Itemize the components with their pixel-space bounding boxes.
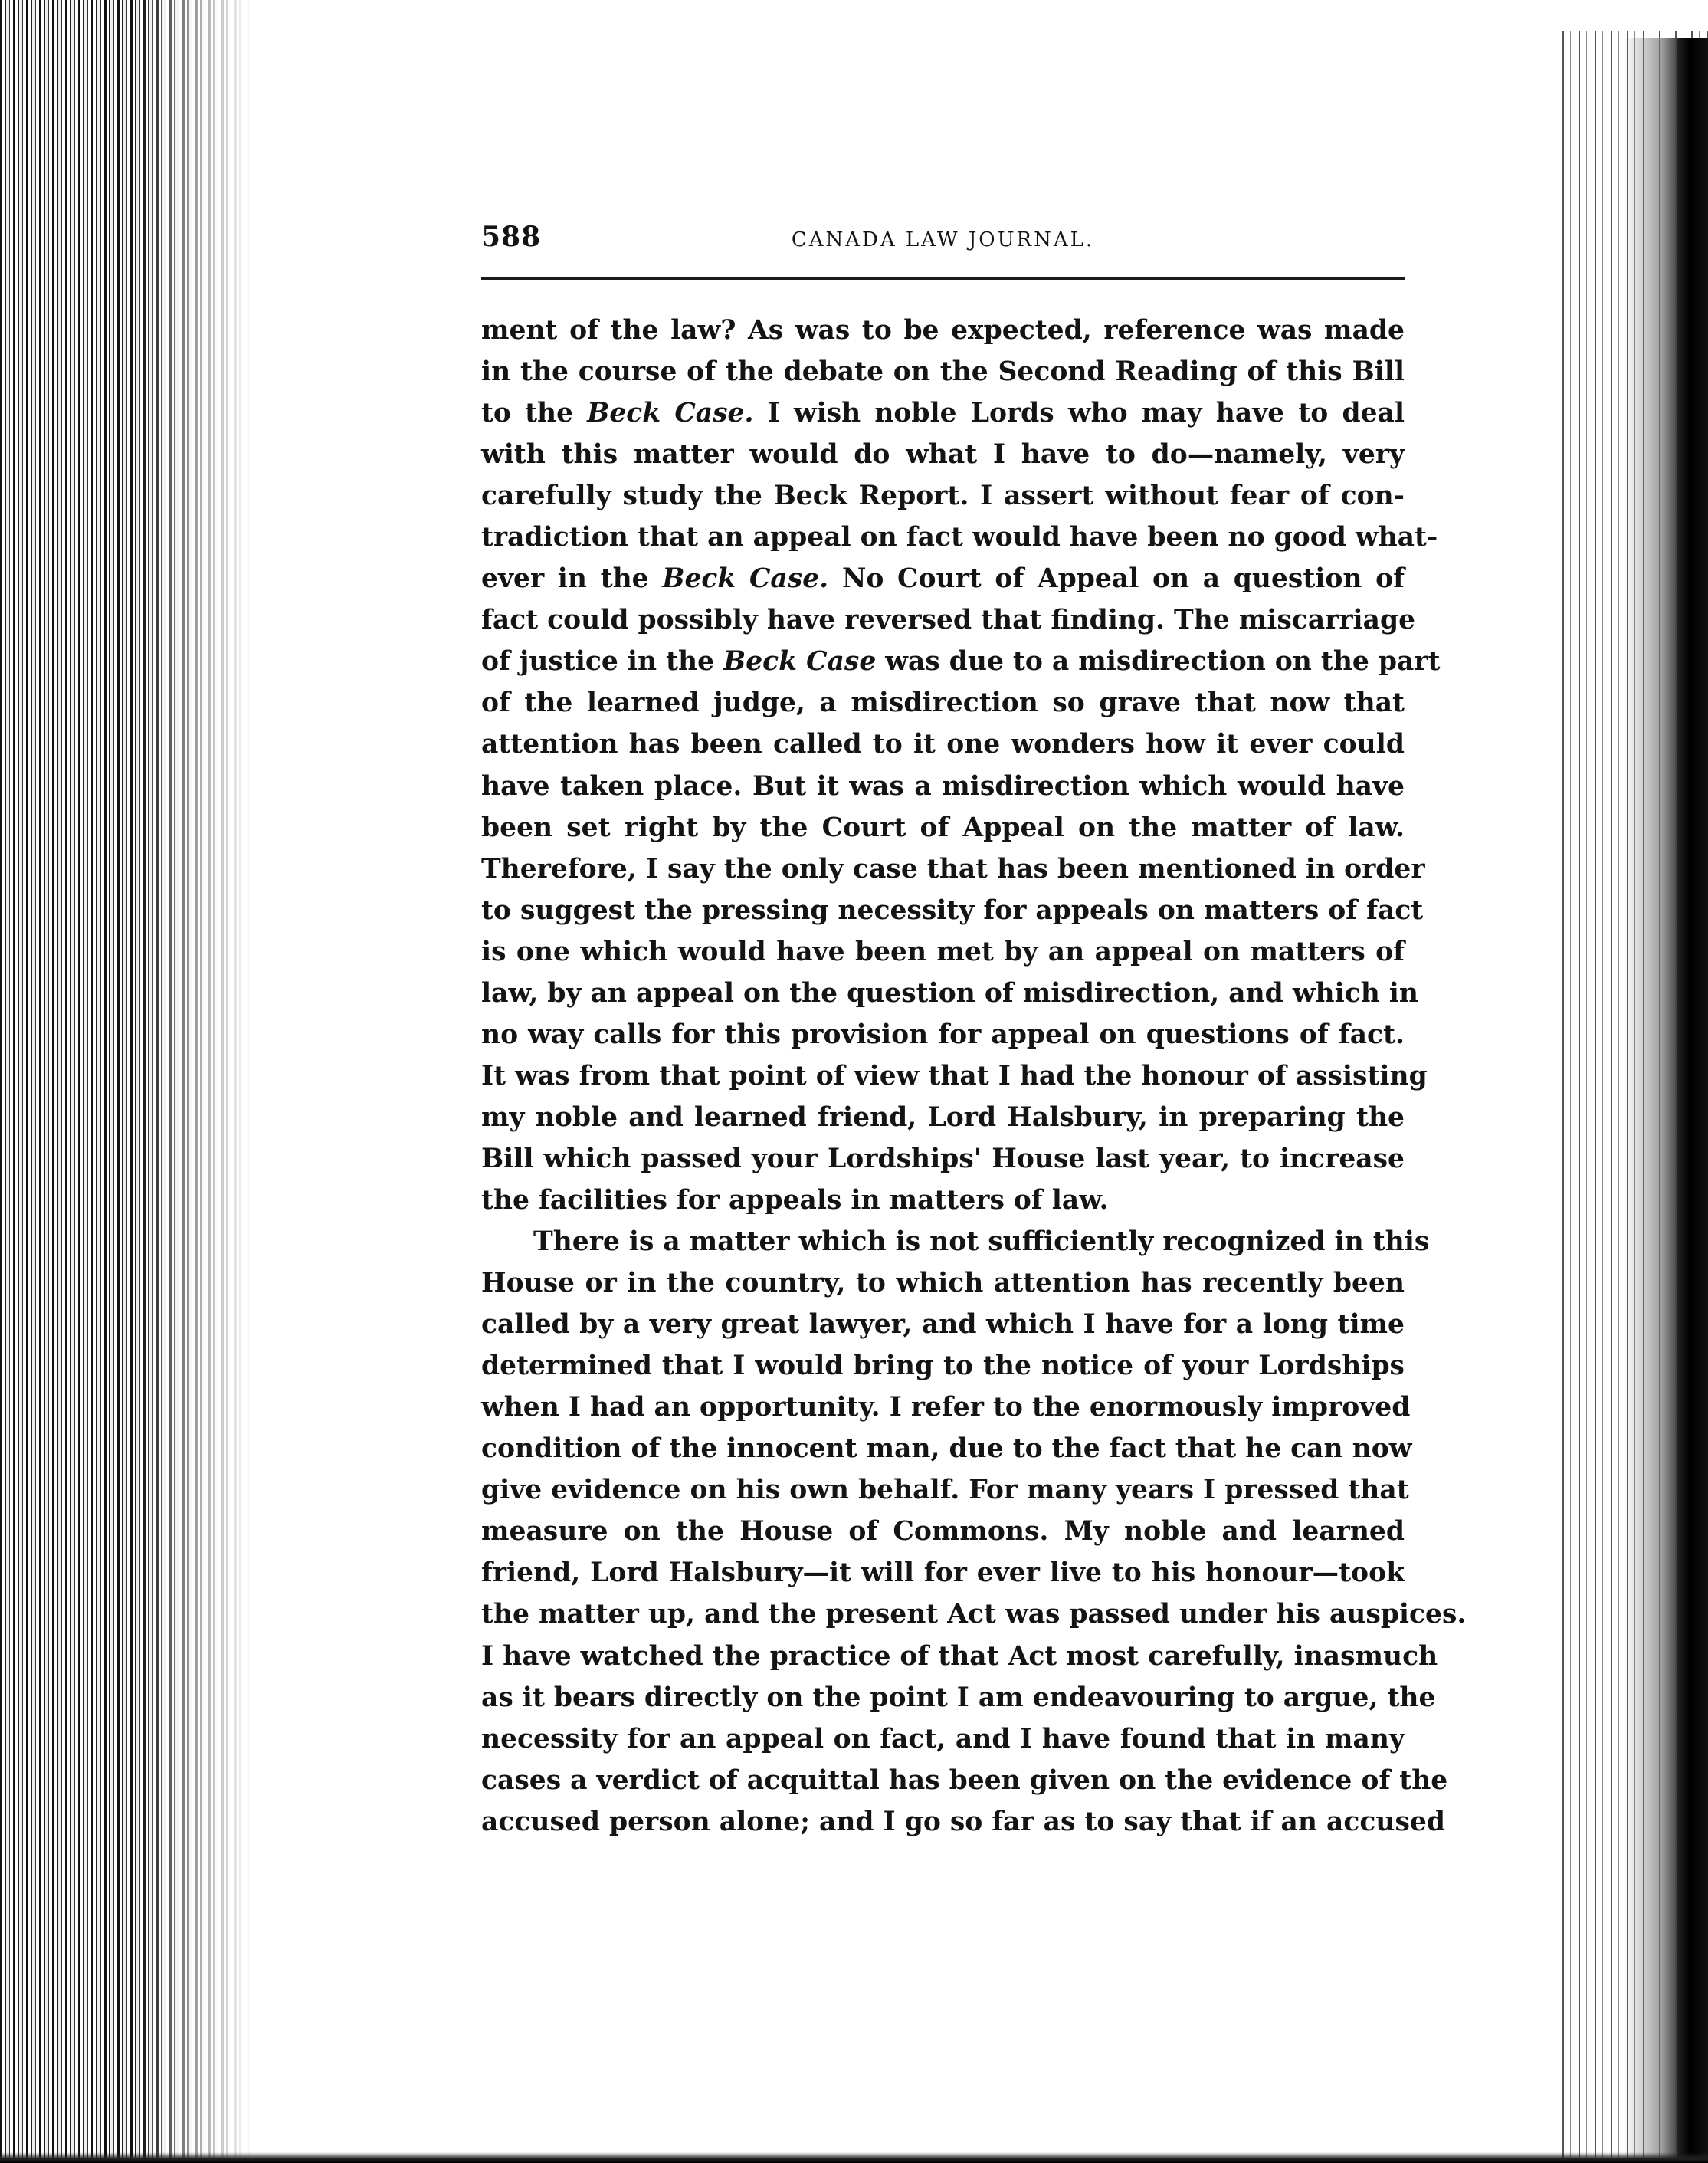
text-line <box>481 1594 1467 1635</box>
text-line <box>481 1138 1405 1180</box>
text-run: when I had an opportunity. I refer to the enormously improved <box>481 1392 1411 1423</box>
paragraph <box>481 1221 1467 1843</box>
text-line <box>481 1055 1428 1097</box>
text-line <box>481 1469 1409 1511</box>
text-run: the facilities for appeals in matters of law. <box>481 1184 1109 1216</box>
italic-case-name: Beck Case. <box>587 398 754 429</box>
text-line <box>481 558 1405 599</box>
text-line <box>481 724 1405 765</box>
text-run: tradiction that an appeal on fact would have been no good what- <box>481 522 1438 553</box>
text-line <box>481 475 1405 517</box>
text-run: to the <box>481 398 588 429</box>
text-line <box>481 931 1405 973</box>
text-run: There is a matter which is not sufficiently recognized in this <box>533 1226 1430 1258</box>
text-line <box>481 1262 1405 1304</box>
text-line <box>481 392 1405 434</box>
scan-right-shadow <box>1624 38 1677 2163</box>
body-text <box>481 310 1467 1843</box>
page-number: 588 <box>481 221 542 253</box>
text-run: is one which would have been met by an appeal on matters of <box>481 936 1405 967</box>
text-run: I wish noble Lords who may have to deal <box>753 398 1405 429</box>
text-line <box>481 599 1416 641</box>
text-line <box>481 1552 1405 1594</box>
text-run: Bill which passed your Lordships' House last year, to increase <box>481 1143 1405 1174</box>
text-line <box>481 766 1405 807</box>
text-line <box>481 1345 1405 1387</box>
text-line <box>481 1760 1448 1801</box>
text-run: with this matter would do what I have to do—namely, very <box>481 439 1405 471</box>
italic-case-name: Beck Case <box>723 646 877 678</box>
text-line <box>481 890 1424 931</box>
text-run: I have watched the practice of that Act most carefully, inasmuch <box>481 1640 1438 1672</box>
text-run: my noble and learned friend, Lord Halsbury, in preparing the <box>481 1101 1405 1133</box>
text-run: been set right by the Court of Appeal on the matter of law. <box>481 812 1405 843</box>
text-run: give evidence on his own behalf. For many years I pressed that <box>481 1475 1409 1506</box>
text-line <box>481 1387 1411 1428</box>
text-line <box>481 641 1441 682</box>
text-run: called by a very great lawyer, and which I have for a long time <box>481 1309 1405 1341</box>
text-run: ment of the law? As was to be expected, reference was made <box>481 315 1405 346</box>
text-run: measure on the House of Commons. My noble and learned <box>481 1516 1405 1548</box>
text-line <box>481 434 1405 475</box>
page-header <box>481 221 1405 267</box>
scan-left-page-edge <box>0 0 253 2163</box>
text-line <box>481 807 1405 848</box>
header-rule <box>481 277 1405 280</box>
text-run: attention has been called to it one wonders how it ever could <box>481 729 1405 760</box>
text-line <box>481 973 1418 1014</box>
text-run: ever in the <box>481 563 663 595</box>
paragraph <box>481 310 1441 1221</box>
text-run: in the course of the debate on the Second Reading of this Bill <box>481 356 1405 388</box>
text-line <box>481 682 1405 724</box>
text-line <box>481 310 1405 351</box>
text-run: House or in the country, to which attention has recently been <box>481 1268 1405 1299</box>
text-line <box>481 351 1405 392</box>
scan-bottom-edge <box>0 2152 1708 2163</box>
text-line <box>481 1511 1405 1552</box>
running-head: CANADA LAW JOURNAL. <box>791 228 1095 251</box>
text-run: of the learned judge, a misdirection so grave that now that <box>481 688 1405 719</box>
text-run: to suggest the pressing necessity for appeals on matters of fact <box>481 894 1424 926</box>
text-run: the matter up, and the present Act was passed under his auspices. <box>481 1599 1467 1630</box>
text-run: condition of the innocent man, due to the fact that he can now <box>481 1433 1412 1465</box>
text-line <box>481 1718 1405 1760</box>
text-run: have taken place. But it was a misdirection which would have <box>481 770 1405 802</box>
text-line <box>481 1180 1405 1221</box>
text-run: carefully study the Beck Report. I assert without fear of con- <box>481 481 1405 512</box>
text-line <box>481 1097 1405 1138</box>
text-line <box>481 1428 1412 1469</box>
text-line <box>481 1221 1430 1262</box>
text-line <box>481 517 1438 558</box>
text-run: cases a verdict of acquittal has been given on the evidence of the <box>481 1764 1448 1796</box>
scan-right-binding <box>1677 38 1708 2163</box>
text-run: friend, Lord Halsbury—it will for ever live to his honour—took <box>481 1557 1405 1589</box>
text-line <box>481 1014 1405 1055</box>
text-run: was due to a misdirection on the part <box>876 646 1441 678</box>
text-line <box>481 848 1425 890</box>
text-run: accused person alone; and I go so far as to say that if an accused <box>481 1806 1445 1837</box>
text-run: law, by an appeal on the question of misdirection, and which in <box>481 977 1418 1009</box>
text-line <box>481 1677 1436 1718</box>
italic-case-name: Beck Case. <box>662 563 829 595</box>
text-run: as it bears directly on the point I am endeavouring to argue, the <box>481 1682 1436 1713</box>
text-run: Therefore, I say the only case that has been mentioned in order <box>481 853 1425 885</box>
text-line <box>481 1636 1438 1677</box>
text-run: No Court of Appeal on a question of <box>828 563 1405 595</box>
text-run: fact could possibly have reversed that finding. The miscarriage <box>481 605 1416 636</box>
text-run: no way calls for this provision for appeal on questions of fact. <box>481 1019 1405 1050</box>
text-run: necessity for an appeal on fact, and I have found that in many <box>481 1723 1405 1754</box>
text-run: determined that I would bring to the notice of your Lordships <box>481 1351 1405 1382</box>
text-line <box>481 1304 1405 1345</box>
text-run: of justice in the <box>481 646 724 678</box>
text-line <box>481 1801 1445 1843</box>
text-run: It was from that point of view that I had the honour of assisting <box>481 1060 1428 1091</box>
